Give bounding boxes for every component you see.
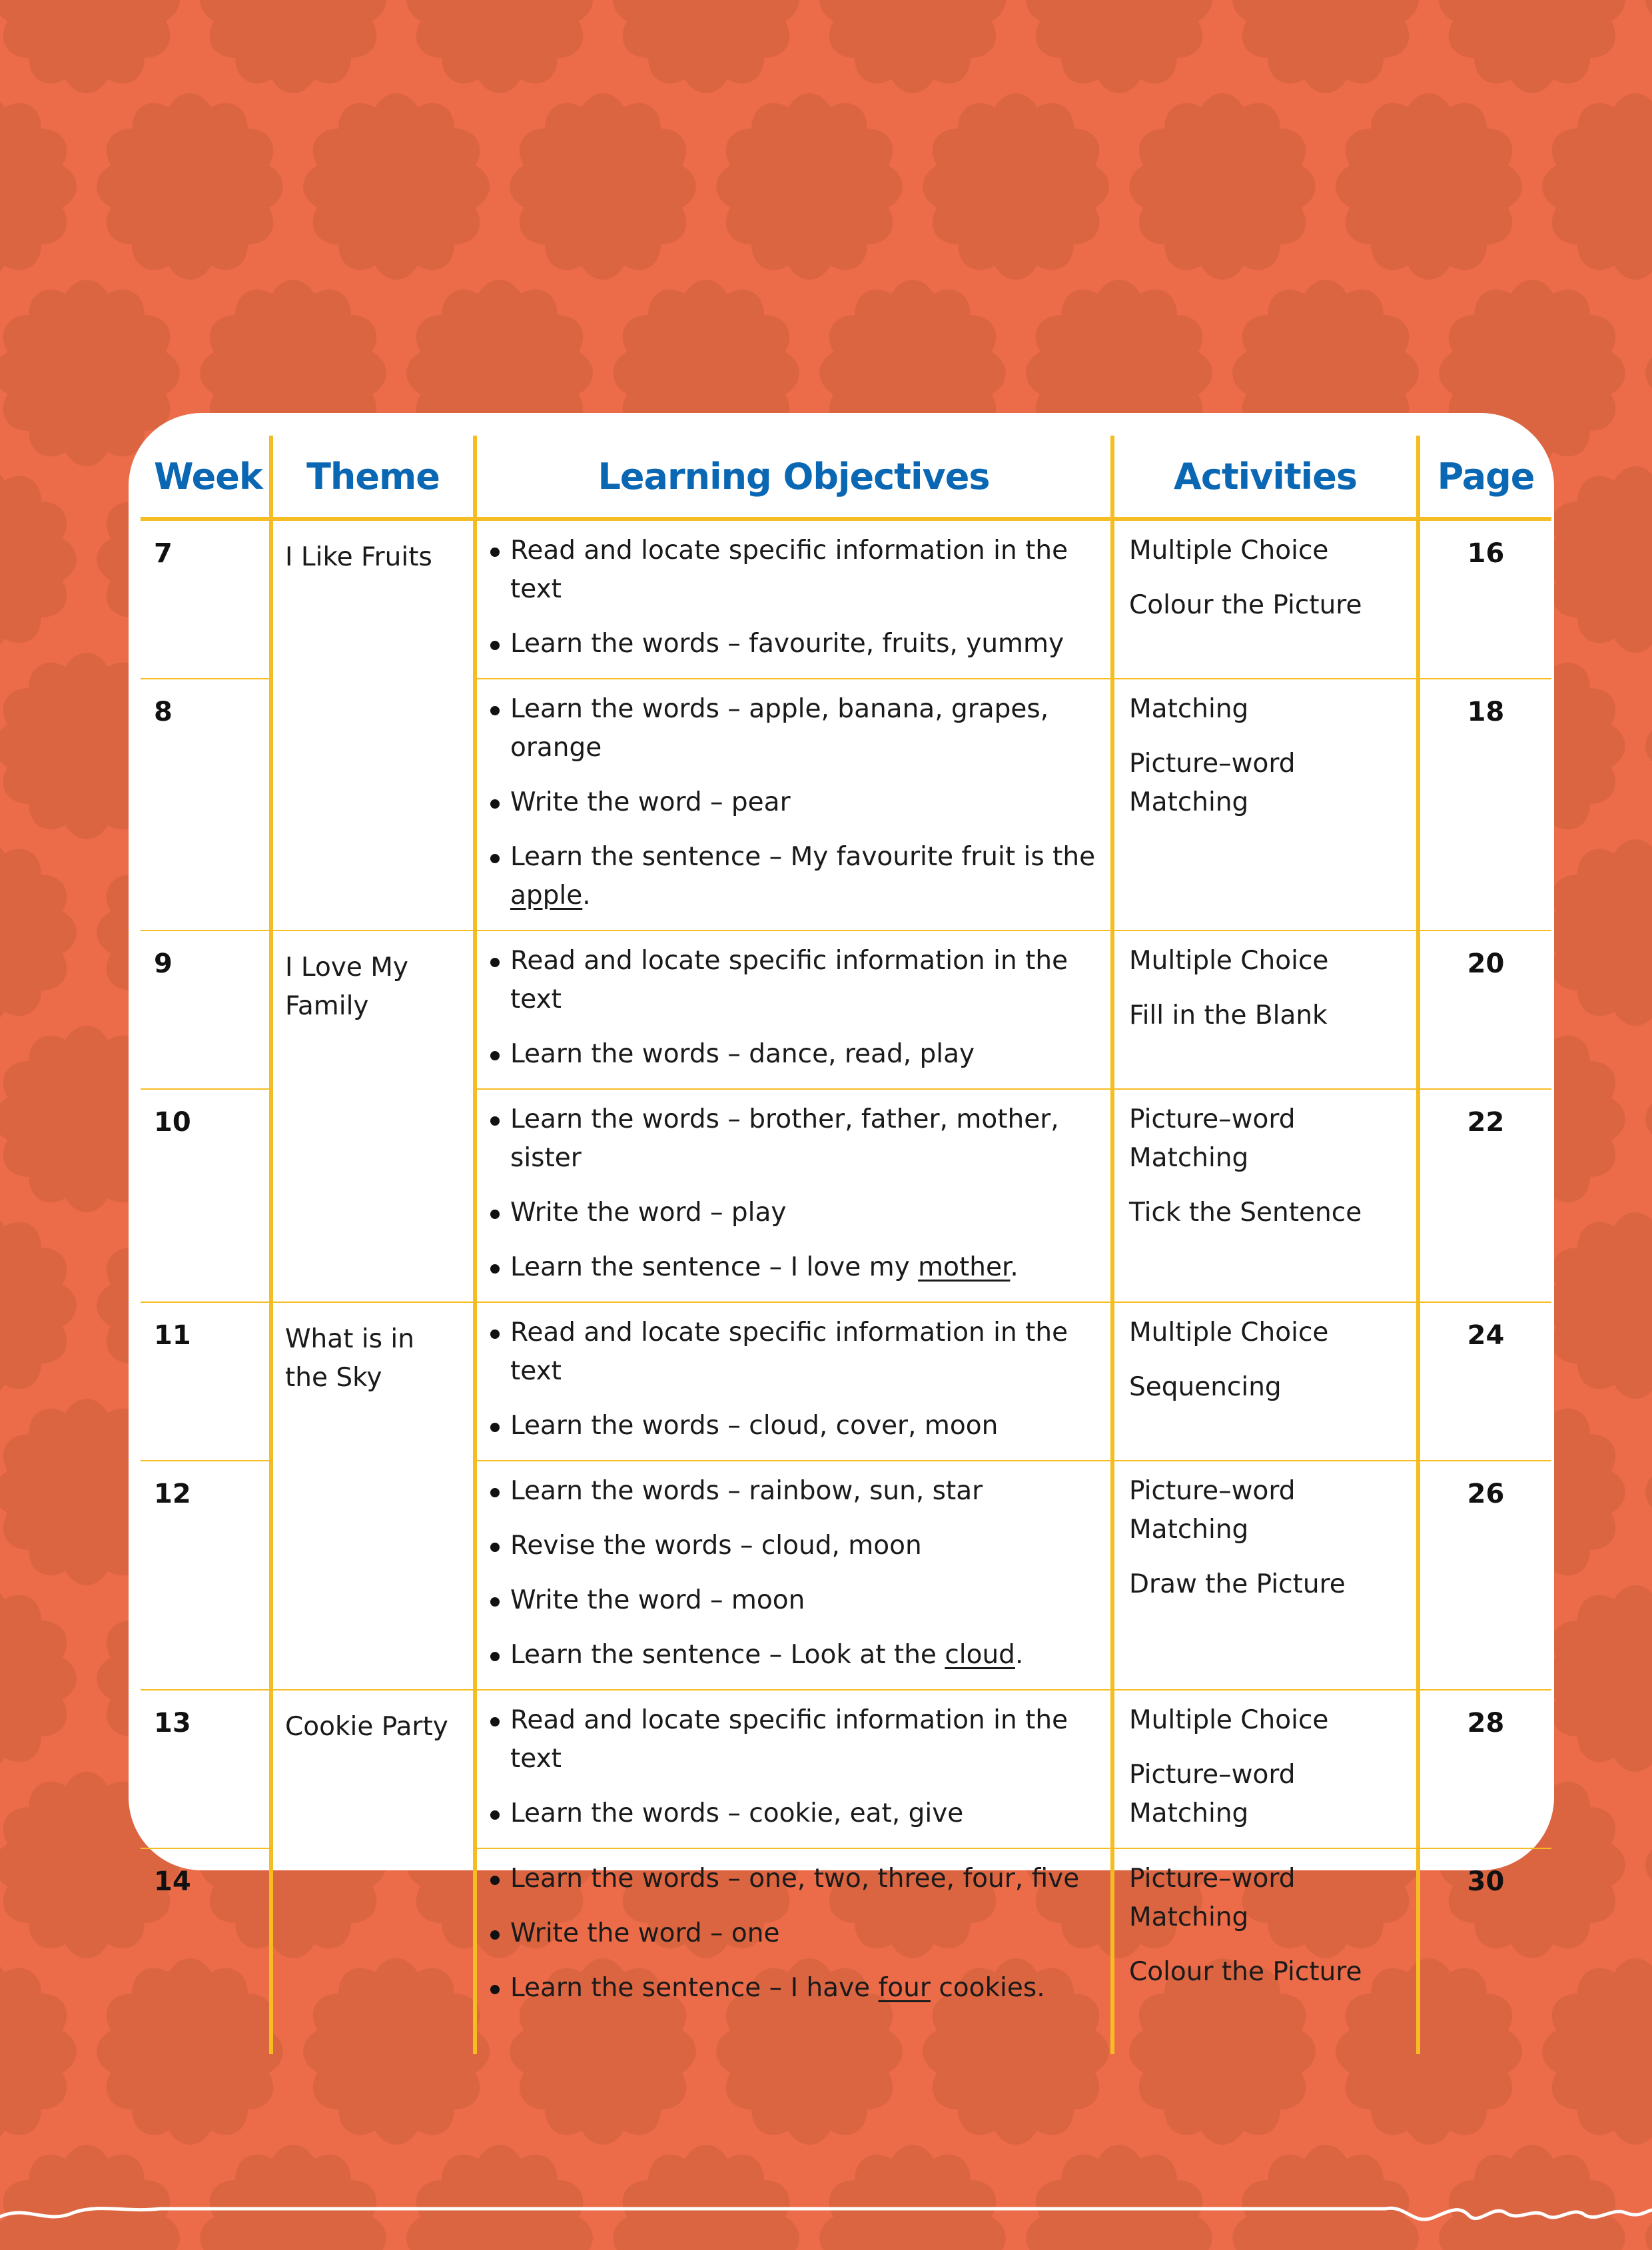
week-number: 7 (154, 538, 173, 569)
activities-cell (1112, 931, 1418, 1089)
objectives-cell (475, 1690, 1112, 1848)
flower-icon (1541, 466, 1652, 653)
activity-item: Picture–word Matching (1129, 1104, 1296, 1173)
flower-icon (0, 839, 77, 1026)
activity-item: Picture–word Matching (1129, 1760, 1296, 1828)
table-row (141, 1302, 1551, 1461)
objective-item: Learn the words – apple, banana, grapes, orange (489, 690, 1104, 767)
week-number: 13 (141, 1690, 271, 1848)
week-number: 8 (141, 679, 271, 931)
flower-icon (1541, 839, 1652, 1026)
objectives-cell (475, 1461, 1112, 1690)
header-learning-objectives: Learning Objectives (475, 436, 1112, 519)
objective-item: Write the word – moon (489, 1581, 1104, 1620)
table-header-row (141, 436, 1551, 519)
week-number: 9 (141, 931, 271, 1089)
objective-item: Learn the words – favourite, fruits, yummy (489, 625, 1104, 663)
flower-icon (0, 1212, 77, 1399)
objectives-cell (475, 1089, 1112, 1302)
activities-cell (1112, 1690, 1418, 1848)
activity-item: Sequencing (1129, 1372, 1282, 1402)
bottom-wavy-line (0, 2178, 1652, 2250)
objectives-cell (475, 1302, 1112, 1461)
flower-icon (1438, 0, 1626, 94)
page-number: 16 (1418, 519, 1551, 679)
activities-cell (1112, 1848, 1418, 2054)
activity-item: Multiple Choice (1129, 946, 1329, 976)
underlined-word: apple (510, 881, 583, 911)
flower-icon (612, 0, 800, 94)
page-number: 24 (1418, 1302, 1551, 1461)
flower-icon (1541, 1958, 1652, 2145)
activity-item: Multiple Choice (1129, 536, 1329, 565)
flower-icon (302, 93, 490, 280)
activity-item: Picture–word Matching (1129, 1476, 1296, 1545)
objective-item: Learn the sentence – Look at the cloud. (489, 1636, 1104, 1675)
flower-icon (1645, 0, 1652, 94)
objective-item: Learn the words – rainbow, sun, star (489, 1472, 1104, 1511)
activities-cell (1112, 1461, 1418, 1690)
header-theme: Theme (271, 436, 475, 519)
activities-cell (1112, 1302, 1418, 1461)
flower-icon (406, 0, 594, 94)
flower-icon (509, 93, 697, 280)
page-number: 22 (1418, 1089, 1551, 1302)
page-number: 20 (1418, 931, 1551, 1089)
flower-icon (1541, 93, 1652, 280)
activity-item: Colour the Picture (1129, 1957, 1362, 1987)
flower-icon (0, 1585, 77, 1772)
underlined-word: four (878, 1973, 931, 2003)
objectives-cell (475, 679, 1112, 931)
activity-item: Draw the Picture (1129, 1569, 1346, 1599)
activity-item: Multiple Choice (1129, 1705, 1329, 1735)
flower-icon (1232, 0, 1420, 94)
flower-icon (1645, 652, 1652, 840)
flower-icon (1645, 279, 1652, 467)
page-number: 26 (1418, 1461, 1551, 1690)
flower-icon (1541, 1212, 1652, 1399)
objective-item: Revise the words – cloud, moon (489, 1527, 1104, 1565)
week-number: 11 (141, 1302, 271, 1461)
objective-item: Read and locate specific information in the text (489, 942, 1104, 1019)
activities-cell (1112, 679, 1418, 931)
objective-item: Learn the words – dance, read, play (489, 1035, 1104, 1074)
objective-item: Learn the sentence – I love my mother. (489, 1248, 1104, 1287)
flower-icon (1645, 1398, 1652, 1586)
underlined-word: mother (918, 1252, 1011, 1282)
objectives-cell (475, 931, 1112, 1089)
objective-item: Read and locate specific information in the text (489, 532, 1104, 609)
objectives-cell (475, 1848, 1112, 2054)
objective-item: Learn the words – cloud, cover, moon (489, 1407, 1104, 1445)
objective-item: Learn the sentence – My favourite fruit is the apple. (489, 838, 1104, 915)
theme-cell: I Like Fruits (271, 519, 475, 931)
page-number: 18 (1418, 679, 1551, 931)
objective-item: Write the word – one (489, 1914, 1104, 1953)
flower-icon (819, 0, 1007, 94)
objective-item: Write the word – pear (489, 783, 1104, 822)
flower-icon (1541, 1585, 1652, 1772)
flower-icon (1645, 1771, 1652, 1959)
objectives-cell (475, 519, 1112, 679)
flower-icon (922, 93, 1110, 280)
activity-item: Colour the Picture (1129, 590, 1362, 620)
table-row (141, 1690, 1551, 1848)
theme-cell: Cookie Party (271, 1690, 475, 2054)
page-number: 28 (1418, 1690, 1551, 1848)
flower-icon (1025, 0, 1213, 94)
objective-item: Read and locate specific information in the text (489, 1313, 1104, 1391)
objective-item: Learn the words – one, two, three, four, five (489, 1860, 1104, 1898)
activities-cell (1112, 1089, 1418, 1302)
activity-item: Fill in the Blank (1129, 1000, 1328, 1030)
week-number: 10 (141, 1089, 271, 1302)
objective-text: Learn the sentence – My favourite fruit is the (510, 842, 1096, 872)
activity-item: Matching (1129, 694, 1249, 724)
activity-item: Tick the Sentence (1129, 1198, 1362, 1228)
flower-icon (0, 466, 77, 653)
objective-text: Learn the sentence – I love my (510, 1252, 910, 1282)
header-activities: Activities (1112, 436, 1418, 519)
objective-item (489, 1969, 1104, 2008)
table-row (141, 931, 1551, 1089)
objective-text: Learn the sentence – Look at the (510, 1640, 937, 1670)
underlined-word: cloud (945, 1640, 1015, 1670)
objective-text: Learn the sentence – I have (510, 1973, 871, 2003)
flower-icon (0, 1958, 77, 2145)
header-page: Page (1418, 436, 1551, 519)
theme-cell: I Love My Family (271, 931, 475, 1302)
page-number: 30 (1418, 1848, 1551, 2054)
flower-icon (0, 93, 77, 280)
contents-table (141, 436, 1551, 2054)
activity-item: Multiple Choice (1129, 1317, 1329, 1347)
flower-icon (715, 93, 903, 280)
week-number: 14 (141, 1848, 271, 2054)
activity-item: Picture–word Matching (1129, 749, 1296, 817)
flower-icon (199, 0, 387, 94)
table-card (129, 413, 1554, 2003)
flower-icon (0, 0, 181, 94)
flower-icon (1128, 93, 1316, 280)
objective-item: Write the word – play (489, 1194, 1104, 1232)
week-number: 12 (141, 1461, 271, 1690)
flower-icon (96, 93, 284, 280)
objective-item: Learn the words – cookie, eat, give (489, 1794, 1104, 1833)
table-row (141, 519, 1551, 679)
objective-item: Learn the words – brother, father, mother, sister (489, 1100, 1104, 1178)
header-week: Week (141, 436, 271, 519)
flower-icon (1645, 1025, 1652, 1213)
theme-cell: What is in the Sky (271, 1302, 475, 1690)
activity-item: Picture–word Matching (1129, 1864, 1296, 1932)
activities-cell (1112, 519, 1418, 679)
objective-item: Read and locate specific information in the text (489, 1701, 1104, 1778)
objective-tail: cookies. (939, 1973, 1045, 2003)
flower-icon (1335, 93, 1523, 280)
